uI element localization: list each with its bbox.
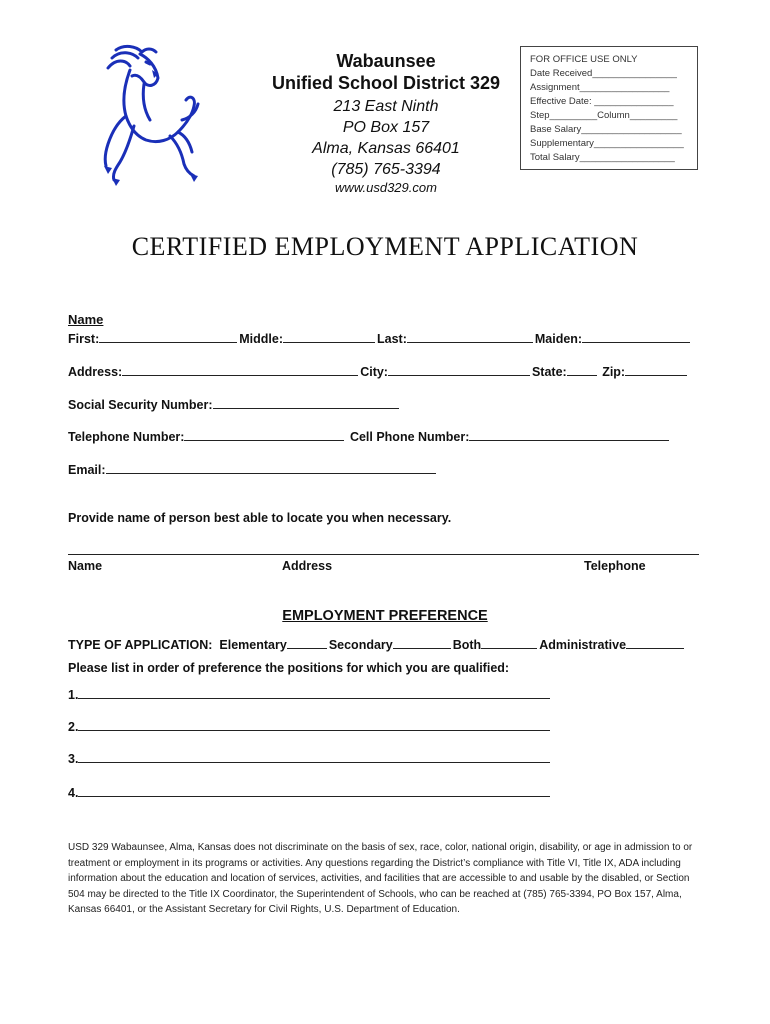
cell-phone-field[interactable] (469, 428, 669, 441)
district-phone: (785) 765-3394 (331, 161, 441, 178)
secondary-field[interactable] (393, 636, 451, 649)
phone-row (68, 428, 671, 444)
middle-name-field[interactable] (283, 330, 375, 343)
position-row-2 (68, 718, 552, 734)
positions-prompt: Please list in order of preference the positions for which you are qualified: (68, 661, 510, 675)
elementary-label: Elementary (219, 638, 287, 652)
city-field[interactable] (388, 363, 530, 376)
address-label: Address: (68, 365, 123, 379)
ssn-row (68, 396, 401, 412)
administrative-field[interactable] (626, 636, 684, 649)
position-number: 3. (68, 752, 79, 766)
locate-name-label: Name (68, 559, 103, 573)
office-use-title: FOR OFFICE USE ONLY (530, 54, 638, 65)
state-field[interactable] (567, 363, 597, 376)
secondary-label: Secondary (328, 638, 393, 652)
office-date-received: Date Received________________ (530, 68, 677, 79)
email-field[interactable] (106, 461, 436, 474)
position-number: 1. (68, 688, 79, 702)
district-website: www.usd329.com (335, 180, 437, 195)
address-line-3: Alma, Kansas 66401 (312, 140, 460, 157)
office-use-box (520, 46, 698, 170)
position-field-1[interactable] (78, 686, 550, 699)
application-type-row (68, 636, 686, 652)
position-field-4[interactable] (78, 784, 550, 797)
address-row (68, 363, 689, 379)
email-row (68, 461, 438, 477)
locate-address-label: Address (282, 559, 333, 573)
name-heading: Name (68, 312, 104, 327)
middle-name-label: Middle: (239, 332, 283, 346)
maiden-name-label: Maiden: (534, 332, 583, 346)
zip-label: Zip: (602, 365, 626, 379)
zip-field[interactable] (625, 363, 687, 376)
employment-preference-heading: EMPLOYMENT PREFERENCE (282, 608, 488, 624)
elementary-field[interactable] (287, 636, 327, 649)
office-supplementary: Supplementary_________________ (530, 138, 684, 149)
position-number: 2. (68, 720, 79, 734)
city-label: City: (360, 365, 388, 379)
office-total-salary: Total Salary__________________ (530, 152, 675, 163)
telephone-field[interactable] (184, 428, 344, 441)
address-line-2: PO Box 157 (342, 119, 430, 136)
both-label: Both (452, 638, 482, 652)
nondiscrimination-notice: USD 329 Wabaunsee, Alma, Kansas does not discriminate on the basis of sex, race, color, national origin, disability, or age in admission to or treatment or employment in its programs or activities. Any questions regarding the District’s compliance with Title VI, Title IX, ADA including information about the education and location of services, activities, and facilities that are accessible to and usable by the disabled, or Section 504 may be directed to the Title IX Coordinator, the Superintendent of Schools, who can be reached at (785) 765-3394, PO Box 157, Alma, Kansas 66401, or the Assistant Secretary for Civil Rights, U.S. Department of Education. (68, 842, 693, 915)
name-row (68, 330, 692, 346)
office-base-salary: Base Salary___________________ (530, 124, 682, 135)
email-label: Email: (68, 463, 106, 477)
locate-telephone-label: Telephone (584, 559, 646, 573)
position-row-1 (68, 686, 552, 702)
locate-prompt: Provide name of person best able to locate you when necessary. (68, 511, 452, 525)
first-name-field[interactable] (99, 330, 237, 343)
locate-contact-field[interactable] (68, 554, 699, 555)
ssn-field[interactable] (213, 396, 399, 409)
cell-phone-label: Cell Phone Number: (349, 430, 470, 444)
application-type-label: TYPE OF APPLICATION: (68, 638, 213, 652)
office-assignment: Assignment_________________ (530, 82, 670, 93)
mustang-horse-logo (86, 40, 202, 190)
position-row-4 (68, 784, 552, 800)
state-label: State: (531, 365, 567, 379)
last-name-field[interactable] (407, 330, 533, 343)
address-line-1: 213 East Ninth (333, 98, 439, 115)
last-name-label: Last: (377, 332, 407, 346)
both-field[interactable] (481, 636, 537, 649)
position-row-3 (68, 750, 552, 766)
form-title: CERTIFIED EMPLOYMENT APPLICATION (131, 232, 639, 261)
district-name: Wabaunsee (336, 51, 436, 71)
ssn-label: Social Security Number: (68, 398, 213, 412)
position-field-3[interactable] (78, 750, 550, 763)
first-name-label: First: (68, 332, 100, 346)
office-step-column: Step_________Column_________ (530, 110, 678, 121)
position-field-2[interactable] (78, 718, 550, 731)
administrative-label: Administrative (539, 638, 627, 652)
district-subtitle: Unified School District 329 (271, 73, 501, 93)
office-effective-date: Effective Date: _______________ (530, 96, 674, 107)
maiden-name-field[interactable] (582, 330, 690, 343)
telephone-label: Telephone Number: (68, 430, 185, 444)
address-field[interactable] (122, 363, 358, 376)
position-number: 4. (68, 786, 79, 800)
